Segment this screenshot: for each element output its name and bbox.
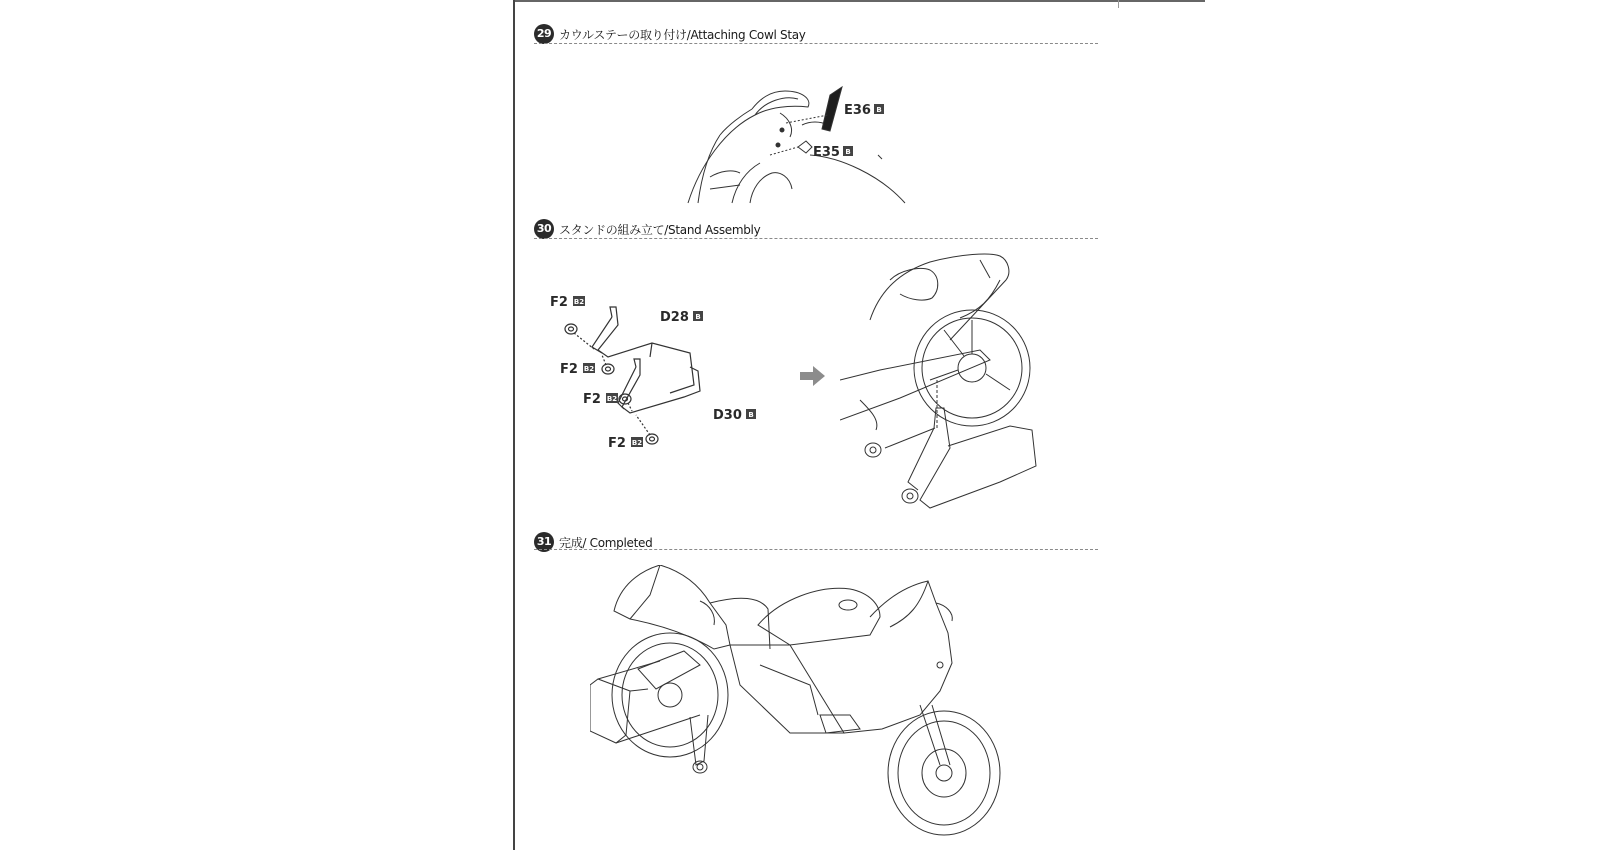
svg-text:D30: D30 (713, 408, 742, 423)
part-label-f2-a (550, 295, 585, 310)
cowl-stay-illustration (680, 85, 940, 205)
svg-text:F2: F2 (560, 362, 578, 377)
part-label-f2-b (560, 362, 595, 377)
svg-text:B: B (695, 313, 701, 321)
part-label-d28 (660, 310, 703, 325)
svg-text:B2: B2 (583, 365, 595, 373)
svg-text:B: B (876, 106, 882, 114)
part-label-e36 (844, 103, 884, 118)
step-30-title: スタンドの組み立て/Stand Assembly (559, 223, 761, 237)
page-left-edge (513, 0, 515, 850)
step-31-divider (534, 549, 1098, 550)
page-corner-mark (1118, 0, 1119, 8)
svg-text:E35: E35 (813, 145, 840, 160)
completed-motorcycle-illustration (590, 565, 1050, 847)
stand-parts-illustration (550, 295, 770, 470)
page-top-edge (515, 0, 1205, 2)
svg-text:B2: B2 (573, 298, 585, 306)
svg-text:D28: D28 (660, 310, 689, 325)
right-arrow-icon (800, 365, 826, 387)
step-31-title: 完成/ Completed (559, 536, 653, 550)
step-30-divider (534, 238, 1098, 239)
svg-text:F2: F2 (608, 436, 626, 451)
part-label-e35 (813, 145, 853, 160)
part-label-f2-d (608, 436, 643, 451)
step-29-divider (534, 43, 1098, 44)
stand-installed-illustration (840, 250, 1100, 530)
part-label-d30 (713, 408, 756, 423)
svg-text:B: B (845, 148, 851, 156)
svg-text:B2: B2 (606, 395, 618, 403)
svg-text:F2: F2 (550, 295, 568, 310)
step-29-number: 29 (534, 24, 554, 44)
svg-text:B: B (748, 411, 754, 419)
svg-text:F2: F2 (583, 392, 601, 407)
step-30-number: 30 (534, 219, 554, 239)
step-29-title: カウルステーの取り付け/Attaching Cowl Stay (559, 28, 806, 42)
svg-text:B2: B2 (631, 439, 643, 447)
part-label-f2-c (583, 392, 618, 407)
step-31-number: 31 (534, 532, 554, 552)
svg-text:E36: E36 (844, 103, 871, 118)
